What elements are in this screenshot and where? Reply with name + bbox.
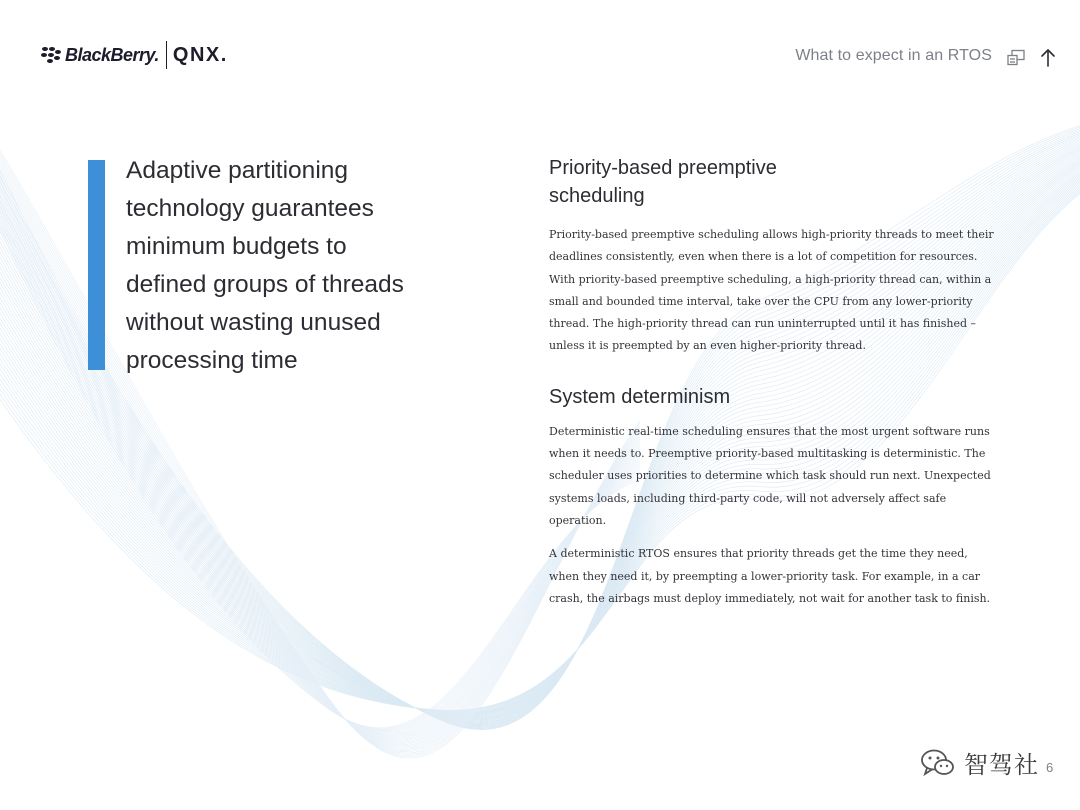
brand-logo[interactable] [40,40,228,70]
quote-accent-bar [88,160,105,370]
wechat-icon [920,748,956,778]
wechat-watermark [920,745,1039,780]
watermark-text: 智驾社 [964,751,1039,779]
header [0,0,1080,100]
page-number: 6 [1046,760,1054,775]
toc-icon[interactable] [1006,49,1026,67]
section-paragraph: Deterministic real-time scheduling ensures that the most urgent software runs when it needs to. Preemptive priority-based multitasking is deterministic. The scheduler uses priorities to determine which task should run next. Unexpected systems loads, including third-party code, will not adversely affect safe operation. [549,424,991,527]
section-nav-title[interactable]: What to expect in an RTOS [795,47,992,64]
section-heading-priority-scheduling: Priority-based preemptive scheduling [549,157,777,207]
arrow-up-icon[interactable] [1038,47,1058,69]
blackberry-icon [40,46,62,64]
brand-name-blackberry: BlackBerry. [65,44,159,65]
pull-quote: Adaptive partitioning technology guarantees minimum budgets to defined groups of threads without wasting unused processing time [126,157,404,374]
main-content [549,154,997,610]
brand-name-qnx: QNX. [172,43,228,66]
section-paragraph: Priority-based preemptive scheduling allows high-priority threads to meet their deadlines consistently, even when there is a lot of competition for resources. With priority-based preemptive scheduling, a high-priority thread can, within a small and bounded time interval, take over the CPU from any lower-priority thread. The high-priority thread can run uninterrupted until it has finished – unless it is preempted by an even higher-priority thread. [549,228,994,353]
brand-divider [166,41,167,69]
section-paragraph: A deterministic RTOS ensures that priority threads get the time they need, when they need it, by preempting a lower-priority task. For example, in a car crash, the airbags must deploy immediately, not wait for another task to finish. [549,547,991,605]
section-heading-system-determinism: System determinism [549,385,731,408]
